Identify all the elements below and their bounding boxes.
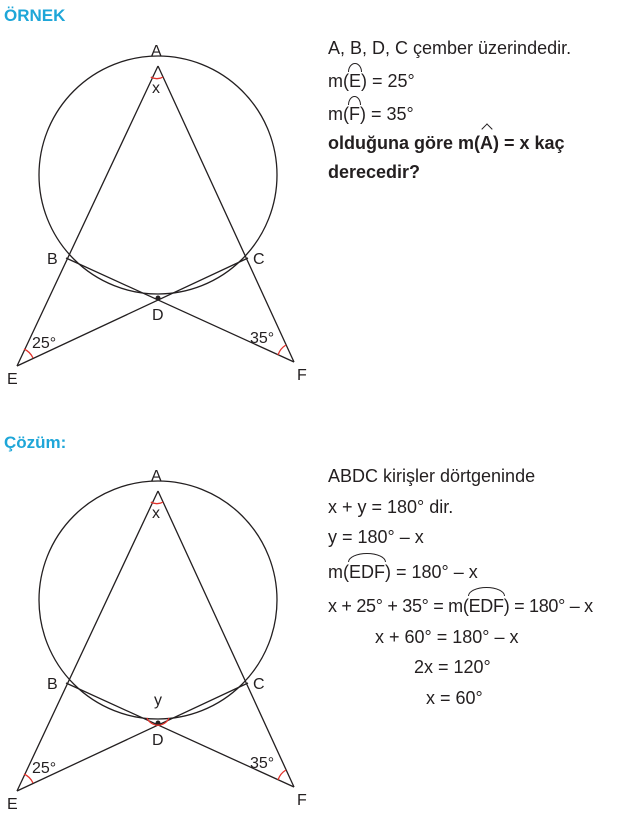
line-a-f xyxy=(158,66,294,362)
label-e: E xyxy=(7,371,18,388)
arc-e: E xyxy=(349,63,361,96)
step-line-2: x + y = 180° dir. xyxy=(328,496,454,517)
line-a-f xyxy=(158,491,294,787)
label-angle-f: 35° xyxy=(250,755,275,772)
label-f: F xyxy=(297,792,307,809)
arc-edf: EDF xyxy=(469,587,504,622)
label-a: A xyxy=(151,43,162,60)
label-d: D xyxy=(152,307,164,324)
example-heading: ÖRNEK xyxy=(4,6,66,25)
solution-figure xyxy=(0,425,320,825)
line-a-e xyxy=(17,66,158,366)
step-line-3: y = 180° – x xyxy=(328,527,424,547)
label-b: B xyxy=(47,251,58,268)
arc-edf: EDF xyxy=(349,553,385,588)
angle-mark-a xyxy=(151,77,163,79)
example-figure xyxy=(0,0,320,400)
label-angle-e: 25° xyxy=(32,335,57,352)
angle-mark-a xyxy=(151,502,163,504)
label-a: A xyxy=(151,468,162,485)
step-line-4: m(EDF) = 180° – x xyxy=(328,553,593,588)
label-angle-e: 25° xyxy=(32,760,57,777)
angle-mark-f xyxy=(278,345,286,355)
step-line-8: x = 60° xyxy=(426,687,483,708)
solution-heading: Çözüm: xyxy=(4,433,67,452)
question-line-2: m(E) = 25° xyxy=(328,63,571,96)
label-y: y xyxy=(154,692,162,709)
step-line-1: ABDC kirişler dörtgeninde xyxy=(328,466,536,486)
label-b: B xyxy=(47,676,58,693)
label-angle-f: 35° xyxy=(250,330,275,347)
step-line-7: 2x = 120° xyxy=(414,657,491,677)
arc-f: F xyxy=(349,96,360,129)
example-question xyxy=(328,34,571,187)
label-c: C xyxy=(253,676,265,693)
label-d: D xyxy=(152,732,164,749)
point-d xyxy=(156,296,161,301)
question-line-1: A, B, D, C çember üzerindedir. xyxy=(328,38,572,58)
solution-steps xyxy=(328,461,593,713)
line-a-e xyxy=(17,491,158,791)
question-line-4: olduğuna göre m(A) = x kaç xyxy=(328,129,571,158)
step-line-5: x + 25° + 35° = m(EDF) = 180° – x xyxy=(328,587,593,622)
label-f: F xyxy=(297,367,307,384)
label-c: C xyxy=(253,251,265,268)
label-x: x xyxy=(152,80,160,97)
hat-a: A xyxy=(480,129,493,158)
label-e: E xyxy=(7,796,18,813)
angle-mark-f xyxy=(278,770,286,780)
step-line-6: x + 60° = 180° – x xyxy=(375,626,519,647)
label-x: x xyxy=(152,505,160,522)
question-line-3: m(F) = 35° xyxy=(328,96,571,129)
question-line-5: derecedir? xyxy=(328,162,421,182)
